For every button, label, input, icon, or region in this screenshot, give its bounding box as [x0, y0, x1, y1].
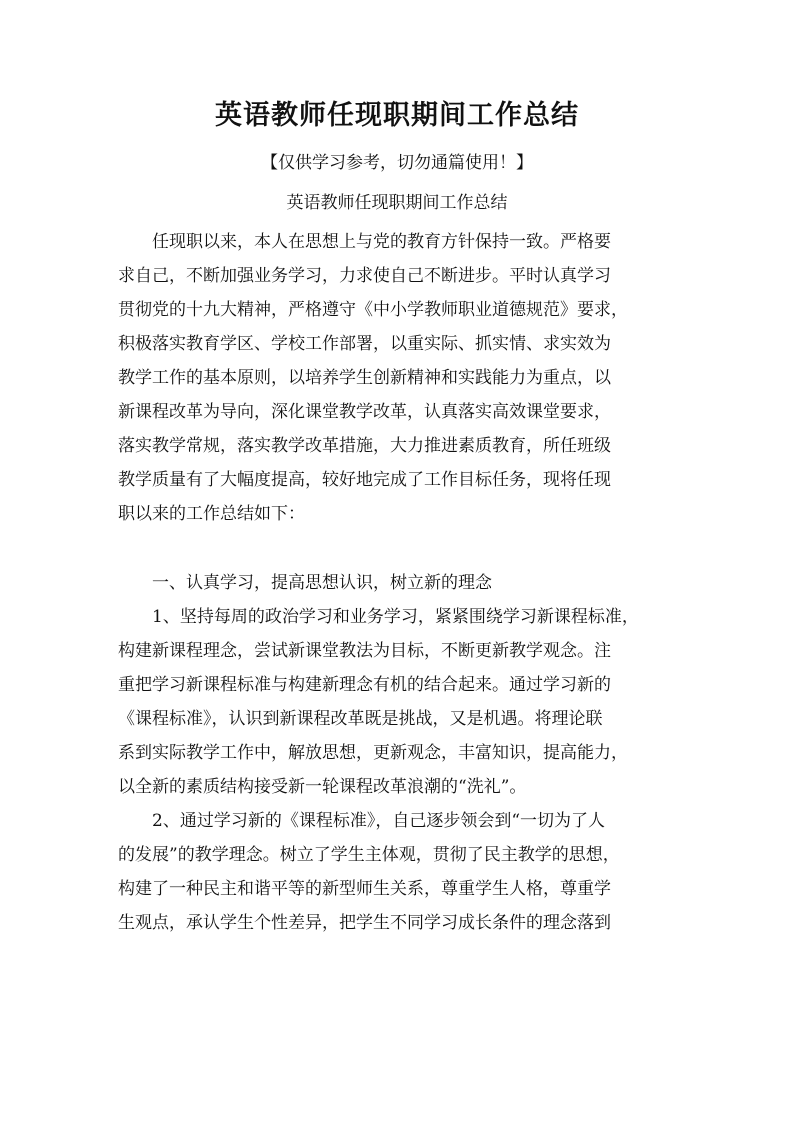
paragraph-line: 的发展”的教学理念。树立了学生主体观，贯彻了民主教学的思想， — [118, 845, 620, 865]
paragraph-line: 教学质量有了大幅度提高，较好地完成了工作目标任务，现将任现 — [118, 470, 611, 490]
paragraph-line: 1、坚持每周的政治学习和业务学习，紧紧围绕学习新课程标准， — [152, 607, 639, 627]
paragraph-line: 积极落实教育学区、学校工作部署，以重实际、抓实情、求实效为 — [118, 334, 611, 354]
paragraph-line: 2、通过学习新的《课程标准》，自己逐步领会到“一切为了人 — [152, 811, 606, 831]
paragraph-line: 构建新课程理念，尝试新课堂教法为目标，不断更新教学观念。注 — [118, 641, 611, 661]
paragraph-line: 以全新的素质结构接受新一轮课程改革浪潮的“洗礼”。 — [118, 777, 527, 797]
paragraph-line: 职以来的工作总结如下： — [118, 504, 305, 524]
paragraph-line: 生观点，承认学生个性差异，把学生不同学习成长条件的理念落到 — [118, 913, 611, 933]
paragraph-line: 贯彻党的十九大精神，严格遵守《中小学教师职业道德规范》要求， — [118, 300, 628, 320]
section-heading: 一、认真学习，提高思想认识，树立新的理念 — [152, 573, 492, 593]
paragraph-line: 系到实际教学工作中，解放思想，更新观念，丰富知识，提高能力， — [118, 743, 628, 763]
paragraph-line: 教学工作的基本原则，以培养学生创新精神和实践能力为重点，以 — [118, 368, 611, 388]
document-title: 英语教师任现职期间工作总结 — [215, 100, 579, 131]
paragraph-line: 构建了一种民主和谐平等的新型师生关系，尊重学生人格，尊重学 — [118, 879, 611, 899]
paragraph-line: 重把学习新课程标准与构建新理念有机的结合起来。通过学习新的 — [118, 675, 611, 695]
paragraph-line: 新课程改革为导向，深化课堂教学改革，认真落实高效课堂要求， — [118, 402, 611, 422]
paragraph-line: 求自己，不断加强业务学习，力求使自己不断进步。平时认真学习 — [118, 266, 611, 286]
document-subtitle: 英语教师任现职期间工作总结 — [286, 193, 508, 213]
paragraph-line: 任现职以来，本人在思想上与党的教育方针保持一致。严格要 — [152, 232, 611, 252]
usage-notice: 【仅供学习参考，切勿通篇使用！】 — [261, 153, 533, 173]
paragraph-line: 落实教学常规，落实教学改革措施，大力推进素质教育，所任班级 — [118, 436, 611, 456]
paragraph-line: 《课程标准》，认识到新课程改革既是挑战，又是机遇。将理论联 — [118, 709, 603, 729]
